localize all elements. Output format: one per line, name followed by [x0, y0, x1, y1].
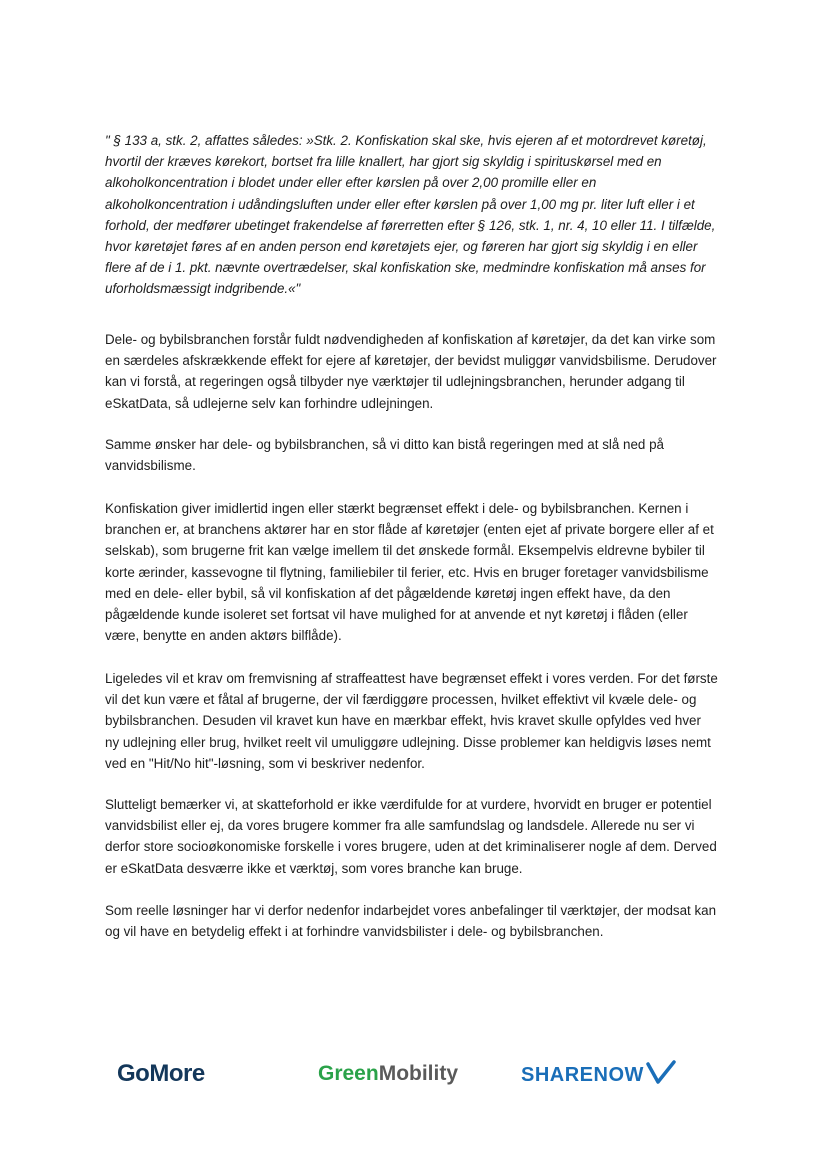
paragraph-6: Som reelle løsninger har vi derfor nedenfor indarbejdet vores anbefalinger til værktøjer, der modsat kan og vil have en betydelig effekt i at forhindre vanvidsbilister i dele- og bybilsbranchen.	[105, 903, 717, 940]
paragraph-1: Dele- og bybilsbranchen forstår fuldt nødvendigheden af konfiskation af køretøjer, da det kan virke som en særdeles afskrækkende effekt for ejere af køretøjer, der bevidst muliggør vanvidsbilisme. Derudover kan vi forstå, at regeringen også tilbyder nye værktøjer til udlejningsbranchen, herunder adgang til eSkatData, så udlejerne selv kan forhindre udlejningen.	[105, 332, 717, 411]
greenmobility-logo-gray: Mobility	[378, 1062, 459, 1085]
gomore-logo-text: GoMore	[117, 1060, 205, 1087]
gomore-logo	[117, 1060, 205, 1088]
greenmobility-logo	[318, 1062, 458, 1086]
greenmobility-logo-green: Green	[318, 1062, 379, 1085]
sharenow-check-icon	[646, 1060, 676, 1086]
sharenow-logo	[521, 1064, 676, 1087]
footer-logos	[0, 1052, 828, 1102]
quoted-legal-text: " § 133 a, stk. 2, affattes således: »Stk. 2. Konfiskation skal ske, hvis ejeren af et motordrevet køretøj, hvortil der kræves kørekort, bortset fra lille knallert, har gjort sig skyldig i spirituskørsel med en alkoholkoncentration i blodet under eller efter kørslen på over 2,00 promille eller en alkoholkoncentration i udåndingsluften under eller efter kørslen på over 1,00 mg pr. liter luft eller i et forhold, der medfører ubetinget frakendelse af førerretten efter § 126, stk. 1, nr. 4, 10 eller 11. I tilfælde, hvor køretøjet føres af en anden person end køretøjets ejer, og føreren har gjort sig skyldig i en eller flere af de i 1. pkt. nævnte overtrædelser, skal konfiskation ske, medmindre konfiskation må anses for uforholdsmæssigt indgribende.«"	[105, 133, 716, 297]
paragraph-5: Slutteligt bemærker vi, at skatteforhold er ikke værdifulde for at vurdere, hvorvidt en bruger er potentiel vanvidsbilist eller ej, da vores brugere kommer fra alle samfundslag og landsdele. Allerede nu ser vi derfor store socioøkonomiske forskelle i vores brugere, uden at det kriminaliserer nogle af dem. Derved er eSkatData desværre ikke et værktøj, som vores branche kan bruge.	[105, 797, 717, 876]
sharenow-logo-text: SHARENOW	[521, 1064, 644, 1086]
paragraph-4: Ligeledes vil et krav om fremvisning af straffeattest have begrænset effekt i vores verden. For det første vil det kun være et fåtal af brugerne, der vil færdiggøre processen, hvilket effektivt vil kvæle dele- og bybilsbranchen. Desuden vil kravet kun have en mærkbar effekt, hvis kravet skulle opfyldes ved hver ny udlejning eller brug, hvilket reelt vil umuliggøre udlejning. Disse problemer kan heldigvis løses nemt ved en "Hit/No hit"-løsning, som vi beskriver nedenfor.	[105, 671, 718, 771]
paragraph-2: Samme ønsker har dele- og bybilsbranchen, så vi ditto kan bistå regeringen med at slå ned på vanvidsbilisme.	[105, 437, 664, 474]
paragraph-3: Konfiskation giver imidlertid ingen eller stærkt begrænset effekt i dele- og bybilsbranchen. Kernen i branchen er, at branchens aktører har en stor flåde af køretøjer (enten ejet af private borgere eller af et selskab), som brugerne frit kan vælge imellem til det ønskede formål. Eksempelvis eldrevne bybiler til korte ærinder, kassevogne til flytning, familiebiler til ferier, etc. Hvis en bruger foretager vanvidsbilisme med en dele- eller bybil, så vil konfiskation af det pågældende køretøj ingen effekt have, da den pågældende kunde isoleret set fortsat vil have mulighed for at anvende et nyt køretøj i flåden (eller være, benytte en anden aktørs bilflåde).	[105, 501, 714, 644]
